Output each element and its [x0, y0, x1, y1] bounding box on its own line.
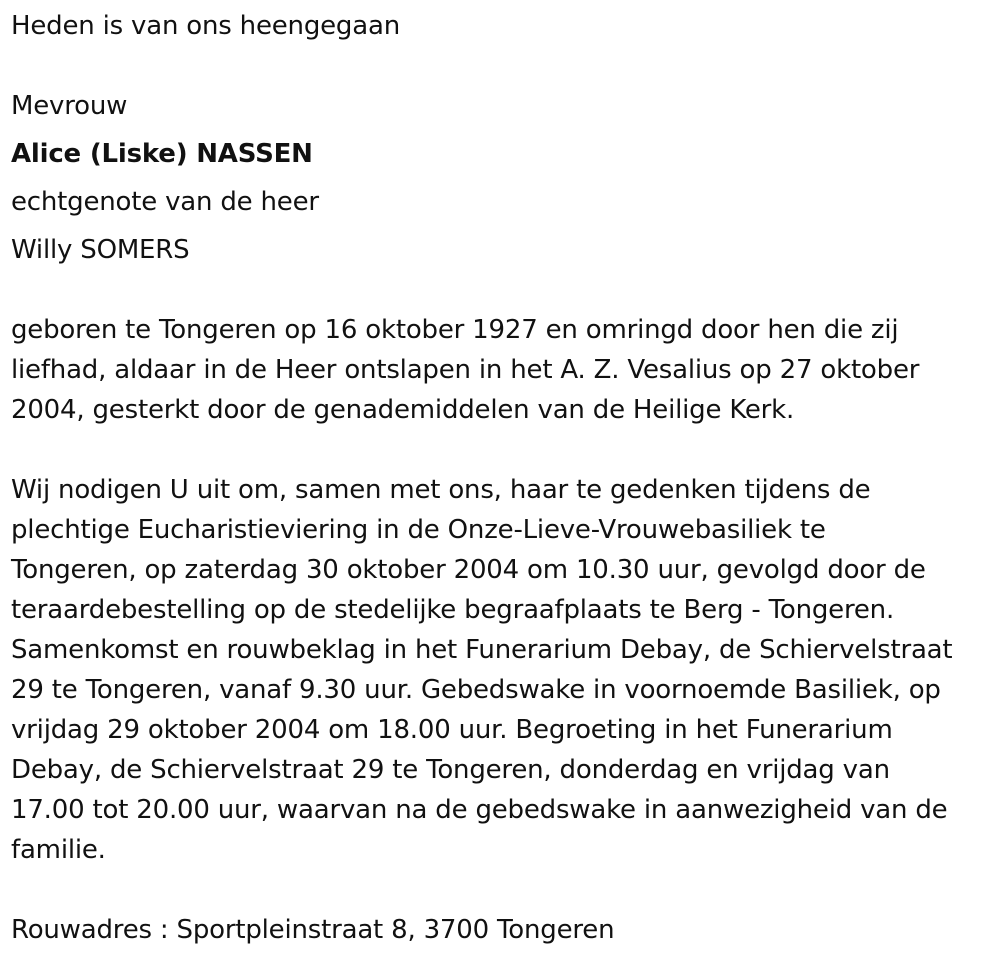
paragraph-line: geboren te Tongeren op 16 oktober 1927 en omringd door hen die zij	[11, 315, 899, 345]
spouse-name: Willy SOMERS	[11, 235, 190, 265]
paragraph-line: 17.00 tot 20.00 uur, waarvan na de gebedswake in aanwezigheid van de	[11, 795, 948, 825]
birth-paragraph	[11, 310, 991, 430]
paragraph-line: Tongeren, op zaterdag 30 oktober 2004 om 10.30 uur, gevolgd door de	[11, 555, 926, 585]
paragraph-line: vrijdag 29 oktober 2004 om 18.00 uur. Begroeting in het Funerarium	[11, 715, 893, 745]
paragraph-line: 29 te Tongeren, vanaf 9.30 uur. Gebedswake in voornoemde Basiliek, op	[11, 675, 941, 705]
paragraph-line: liefhad, aldaar in de Heer ontslapen in het A. Z. Vesalius op 27 oktober	[11, 355, 920, 385]
paragraph-line: Debay, de Schiervelstraat 29 te Tongeren, donderdag en vrijdag van	[11, 755, 890, 785]
paragraph-line: Wij nodigen U uit om, samen met ons, haar te gedenken tijdens de	[11, 475, 871, 505]
paragraph-line: familie.	[11, 835, 106, 865]
invitation-paragraph	[11, 470, 991, 870]
deceased-name: Alice (Liske) NASSEN	[11, 139, 313, 169]
salutation: Mevrouw	[11, 91, 128, 121]
paragraph-line: 2004, gesterkt door de genademiddelen van de Heilige Kerk.	[11, 395, 795, 425]
paragraph-line: plechtige Eucharistieviering in de Onze-Lieve-Vrouwebasiliek te	[11, 515, 826, 545]
paragraph-line: teraardebestelling op de stedelijke begraafplaats te Berg - Tongeren.	[11, 595, 895, 625]
paragraph-line: Samenkomst en rouwbeklag in het Funerarium Debay, de Schiervelstraat	[11, 635, 953, 665]
mourning-address: Rouwadres : Sportpleinstraat 8, 3700 Tongeren	[11, 915, 615, 945]
intro-line: Heden is van ons heengegaan	[11, 11, 400, 41]
spouse-label: echtgenote van de heer	[11, 187, 319, 217]
